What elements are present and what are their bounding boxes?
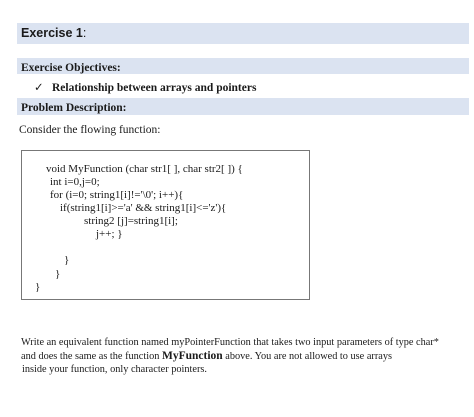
code-line: int i=0,j=0; [50, 176, 100, 188]
problem-heading: Problem Description: [21, 102, 127, 114]
objectives-heading-band [17, 58, 469, 74]
problem-intro: Consider the flowing function: [19, 124, 161, 136]
task-description [21, 336, 466, 377]
code-line: void MyFunction (char str1[ ], char str2[ ]) { [46, 163, 243, 175]
exercise-title: Exercise 1 [21, 26, 83, 40]
checkmark-icon: ✓ [34, 82, 44, 94]
problem-heading-band [17, 98, 469, 115]
objectives-heading: Exercise Objectives: [21, 62, 121, 74]
objective-item-text: Relationship between arrays and pointers [52, 82, 257, 94]
code-line: } [35, 281, 41, 293]
code-line: if(string1[i]>='a' && string1[i]<='z'){ [60, 202, 227, 214]
exercise-title-band [17, 23, 469, 44]
code-line: } [55, 268, 61, 280]
code-line: string2 [j]=string1[i]; [84, 215, 178, 227]
task-line-text: above. You are not allowed to use arrays [222, 350, 392, 362]
task-line-text: and does the same as the function [21, 350, 162, 362]
code-box [21, 150, 310, 300]
exercise-title-colon: : [82, 26, 87, 40]
task-line: Write an equivalent function named myPointerFunction that takes two input parameters of type char* [21, 337, 439, 348]
function-name-emphasis: MyFunction [161, 349, 223, 362]
code-line: for (i=0; string1[i]!='\0'; i++){ [50, 189, 184, 201]
code-line: j++; } [96, 228, 123, 240]
objective-item [34, 80, 256, 94]
code-line: } [64, 254, 70, 266]
task-line: inside your function, only character pointers. [22, 364, 208, 375]
task-line [21, 350, 466, 364]
